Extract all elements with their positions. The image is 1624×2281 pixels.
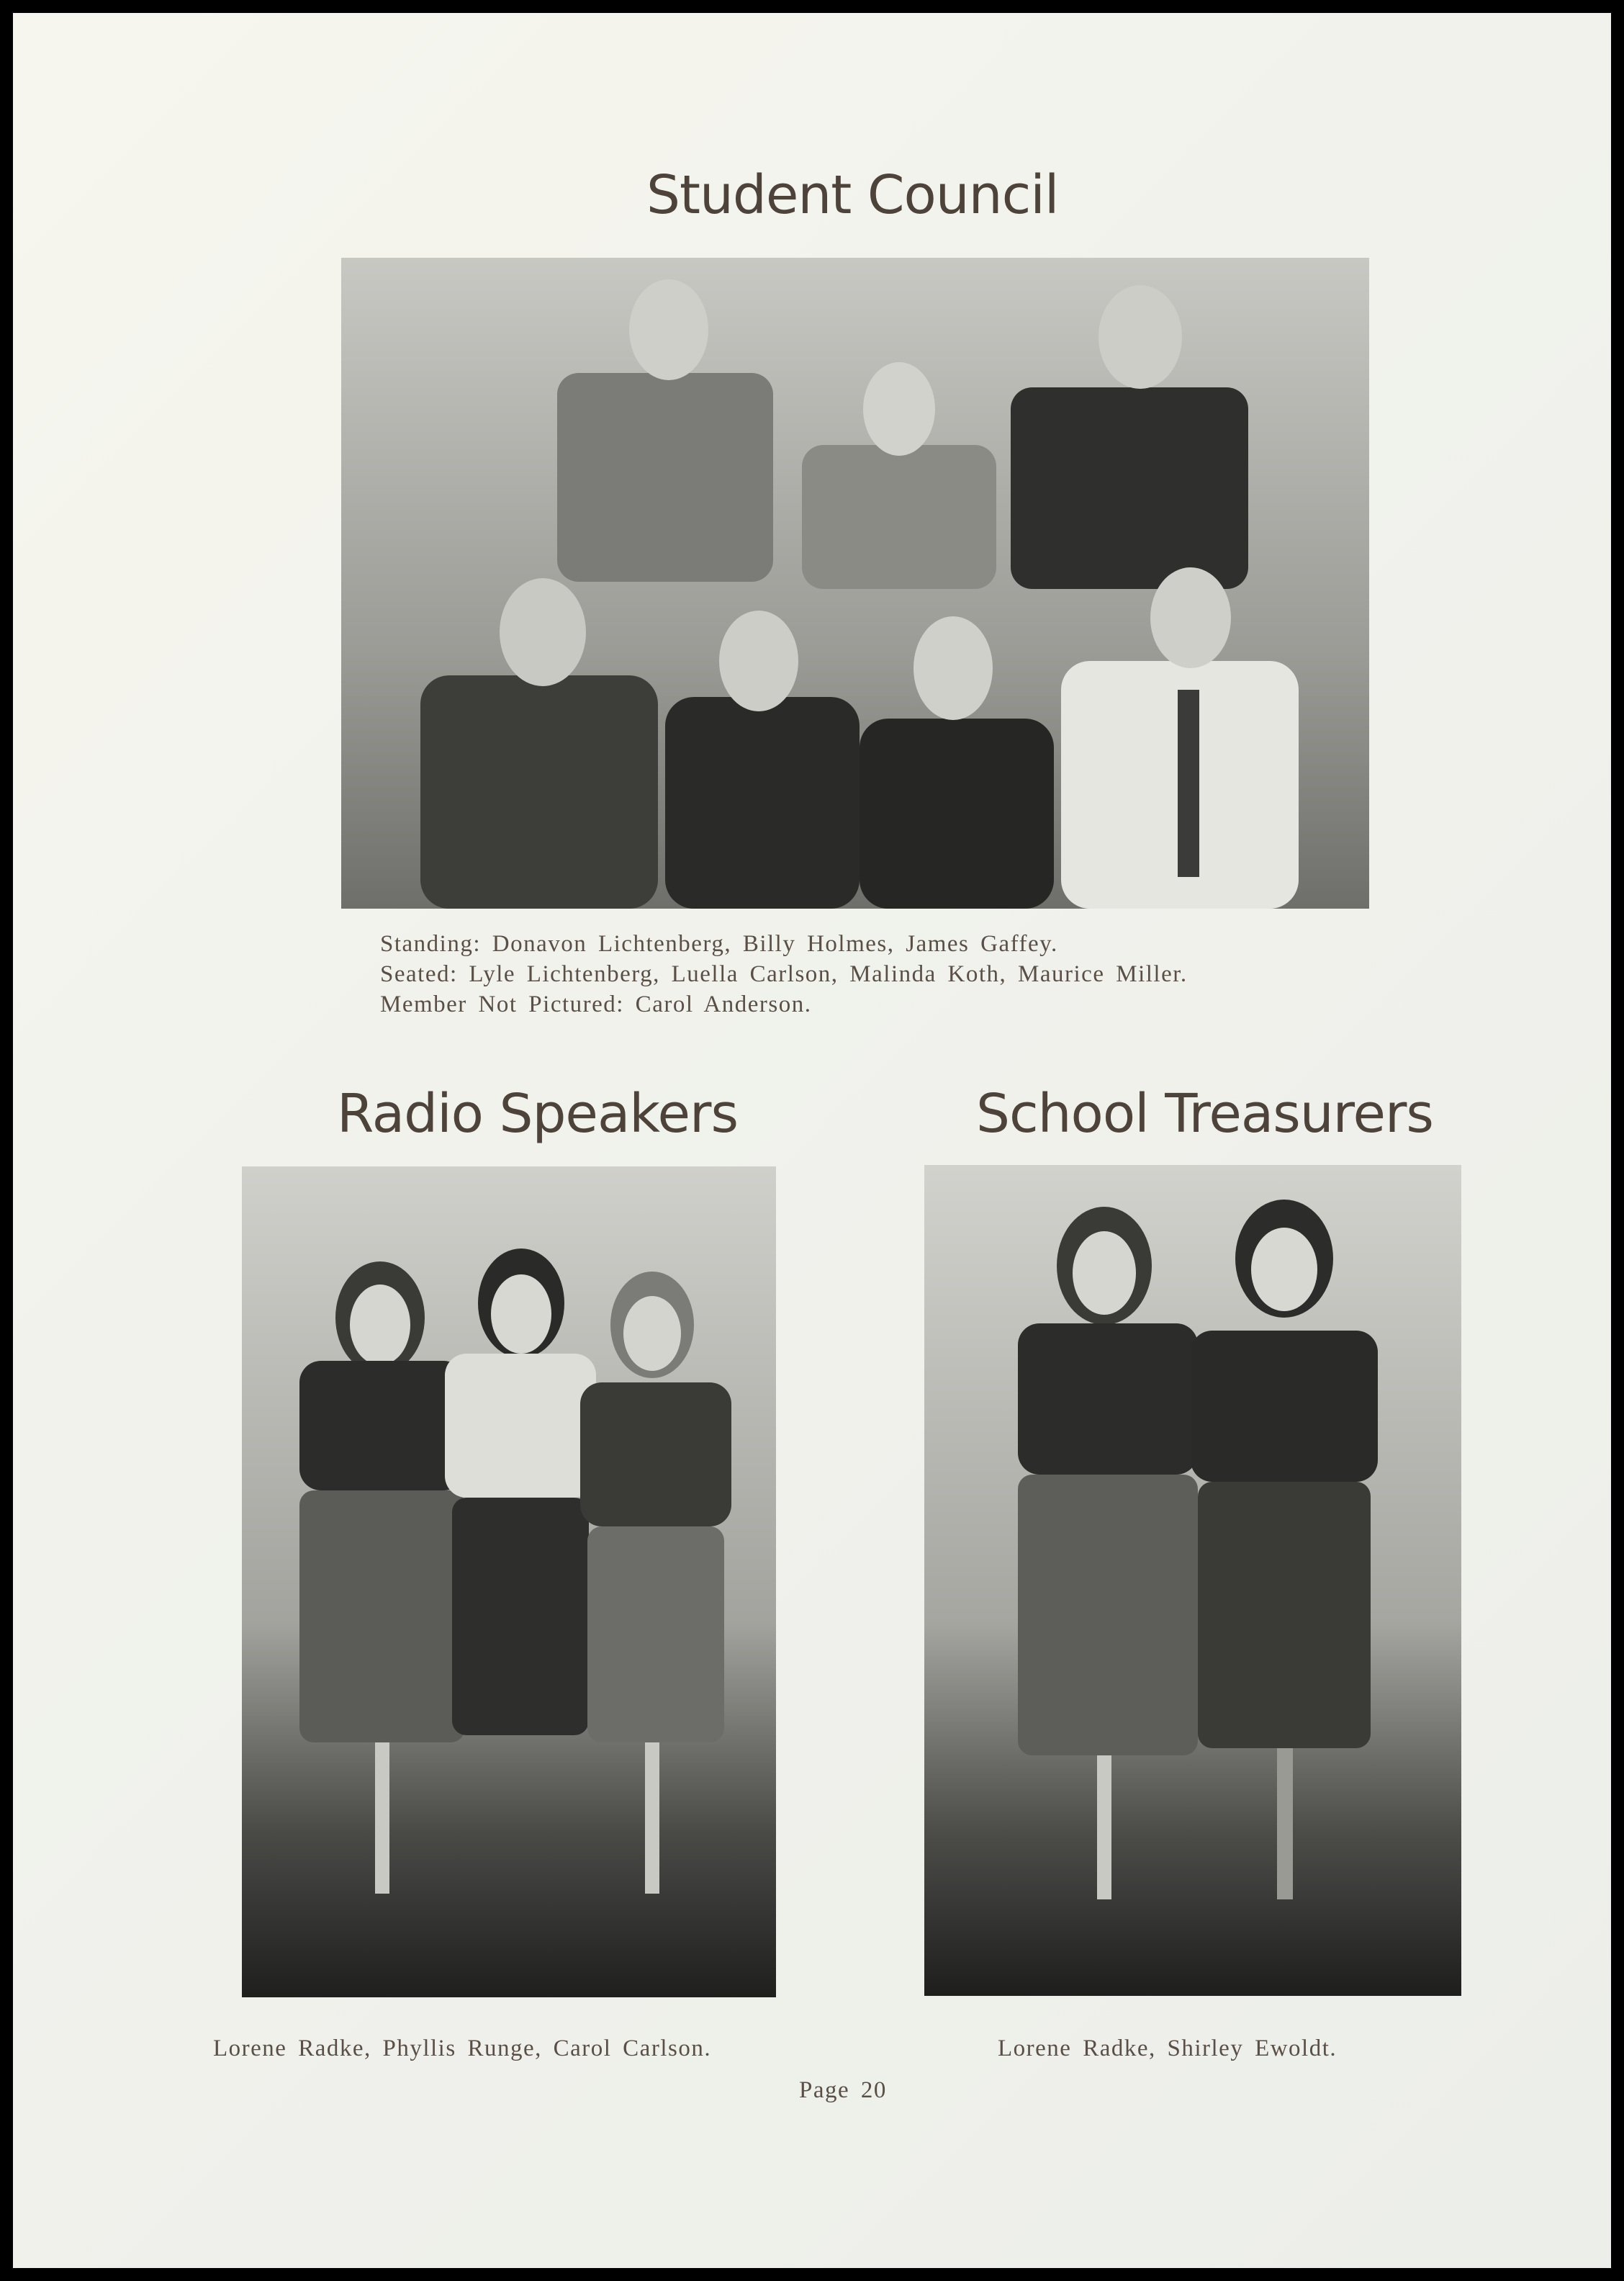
school-treasurers-title: School Treasurers <box>976 1083 1433 1145</box>
radio-speakers-title: Radio Speakers <box>337 1083 739 1145</box>
radio-speakers-photo <box>242 1166 776 1997</box>
radio-speakers-caption: Lorene Radke, Phyllis Runge, Carol Carlson. <box>213 2035 712 2061</box>
page-number: Page 20 <box>799 2077 887 2103</box>
caption-standing: Standing: Donavon Lichtenberg, Billy Holmes, James Gaffey. <box>380 931 1058 957</box>
caption-not-pictured: Member Not Pictured: Carol Anderson. <box>380 991 812 1017</box>
student-council-caption <box>380 929 1188 1020</box>
student-council-title: Student Council <box>646 164 1059 226</box>
caption-seated: Seated: Lyle Lichtenberg, Luella Carlson, Malinda Koth, Maurice Miller. <box>380 961 1188 987</box>
school-treasurers-caption: Lorene Radke, Shirley Ewoldt. <box>998 2035 1337 2061</box>
yearbook-page <box>13 13 1611 2268</box>
school-treasurers-photo <box>924 1165 1461 1996</box>
student-council-photo <box>341 258 1369 909</box>
